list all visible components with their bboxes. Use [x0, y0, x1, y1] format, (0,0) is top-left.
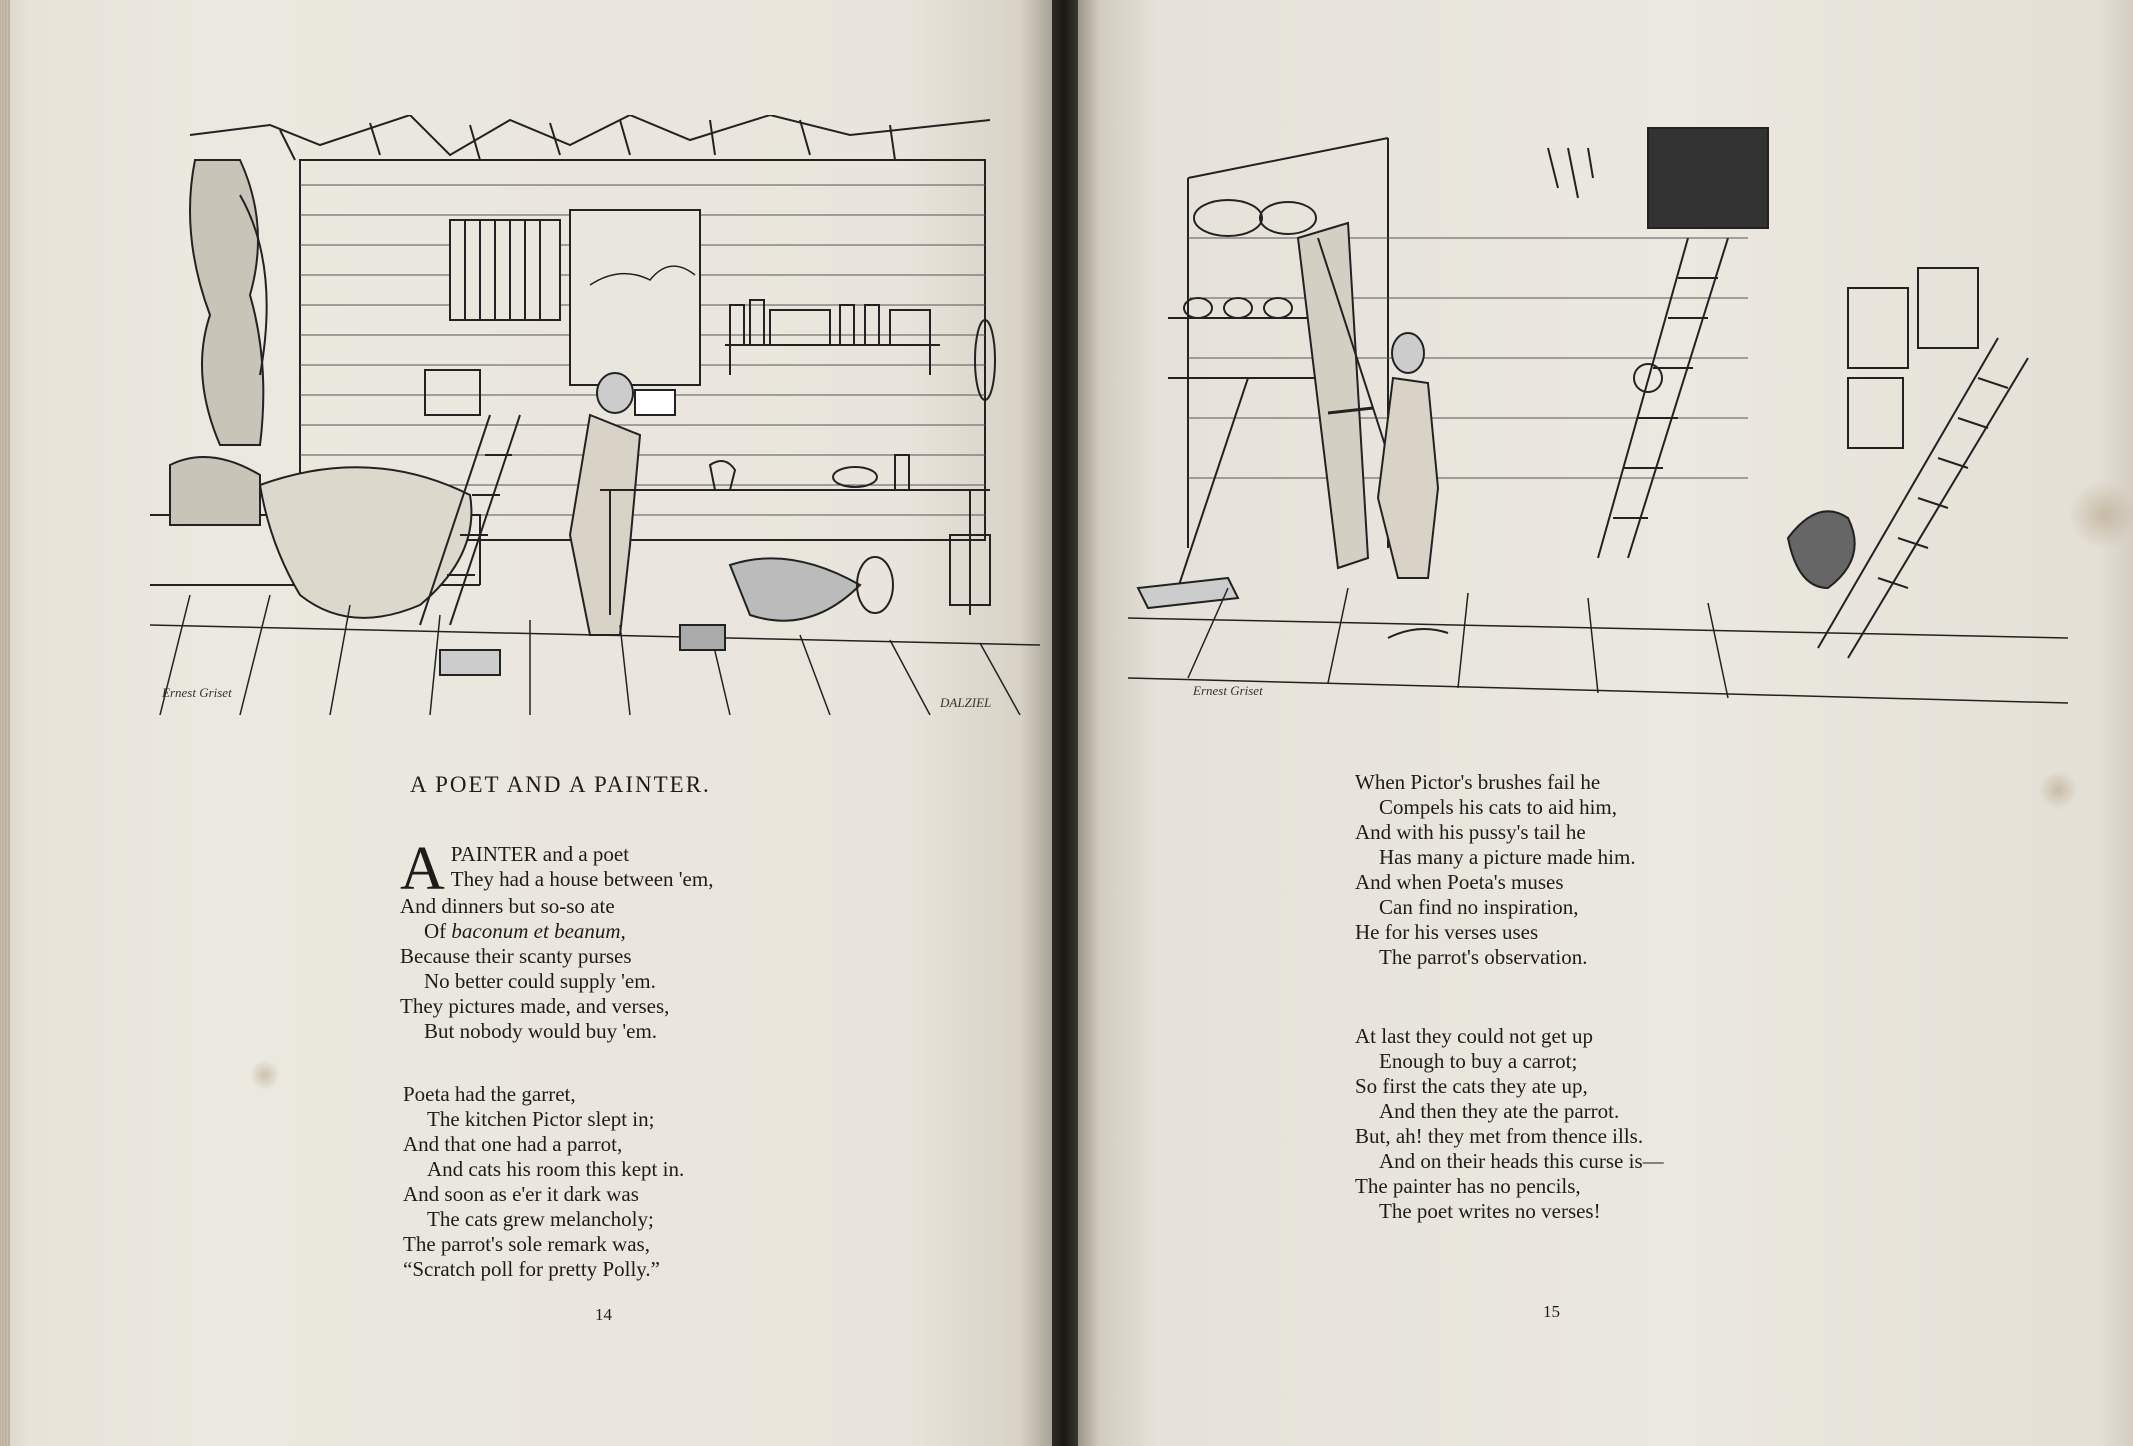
engraver-signature: DALZIEL: [940, 695, 992, 710]
verse-line: The parrot's sole remark was,: [403, 1232, 650, 1256]
verse-line: Enough to buy a carrot;: [1379, 1049, 1578, 1073]
page-number: 14: [595, 1305, 612, 1324]
verse-line: But, ah! they met from thence ills.: [1355, 1124, 1644, 1148]
verse-line: And with his pussy's tail he: [1355, 820, 1586, 844]
verse-line-prefix: Of: [424, 919, 452, 943]
verse-line: “Scratch poll for pretty Polly.”: [403, 1257, 660, 1281]
verse-line: PAINTER and a poet: [450, 842, 630, 866]
poem-stanza-1: [400, 835, 714, 1044]
verse-line: The parrot's observation.: [1379, 945, 1588, 969]
right-page: [1078, 0, 2133, 1446]
illustrator-signature: Ernest Griset: [162, 685, 232, 700]
poet-attic-illustration: [150, 115, 1040, 715]
drop-cap: A: [400, 835, 445, 903]
verse-line: He for his verses uses: [1355, 920, 1539, 944]
latin-phrase: baconum et beanum,: [451, 919, 626, 943]
verse-line: No better could supply 'em.: [424, 969, 656, 993]
illustrator-signature: Ernest Griset: [1193, 683, 1263, 698]
verse-line: The cats grew melancholy;: [427, 1207, 654, 1231]
paper-stain: [2038, 770, 2078, 810]
poem-title: A POET AND A PAINTER.: [410, 772, 711, 797]
painter-studio-illustration: [1128, 118, 2068, 708]
verse-line: Has many a picture made him.: [1379, 845, 1636, 869]
verse-line: And soon as e'er it dark was: [403, 1182, 639, 1206]
verse-line: The kitchen Pictor slept in;: [427, 1107, 655, 1131]
verse-line: The poet writes no verses!: [1379, 1199, 1601, 1223]
verse-line: And on their heads this curse is—: [1379, 1149, 1664, 1173]
verse-line: And dinners but so-so ate: [400, 894, 615, 918]
verse-line: And cats his room this kept in.: [427, 1157, 685, 1181]
left-page: [0, 0, 1052, 1446]
verse-line: And when Poeta's muses: [1355, 870, 1564, 894]
verse-line: So first the cats they ate up,: [1355, 1074, 1588, 1098]
verse-line: And that one had a parrot,: [403, 1132, 623, 1156]
verse-line: They had a house between 'em,: [450, 867, 714, 891]
poem-stanza-4: [1355, 1024, 1664, 1224]
book-gutter: [1052, 0, 1078, 1446]
paper-stain: [250, 1060, 280, 1090]
paper-stain: [2068, 480, 2133, 550]
verse-line: And then they ate the parrot.: [1379, 1099, 1620, 1123]
verse-line: Because their scanty purses: [400, 944, 632, 968]
verse-line: [400, 919, 669, 944]
verse-line: Can find no inspiration,: [1379, 895, 1579, 919]
page-number: 15: [1543, 1302, 1560, 1321]
poem-stanza-3: [1355, 770, 1636, 970]
verse-line: Poeta had the garret,: [403, 1082, 576, 1106]
verse-line: But nobody would buy 'em.: [424, 1019, 658, 1043]
page-edge: [0, 0, 10, 1446]
verse-line: They pictures made, and verses,: [400, 994, 670, 1018]
verse-line: The painter has no pencils,: [1355, 1174, 1581, 1198]
verse-line: At last they could not get up: [1355, 1024, 1593, 1048]
verse-line: When Pictor's brushes fail he: [1355, 770, 1601, 794]
verse-line: Compels his cats to aid him,: [1379, 795, 1617, 819]
poem-stanza-2: [403, 1082, 684, 1282]
